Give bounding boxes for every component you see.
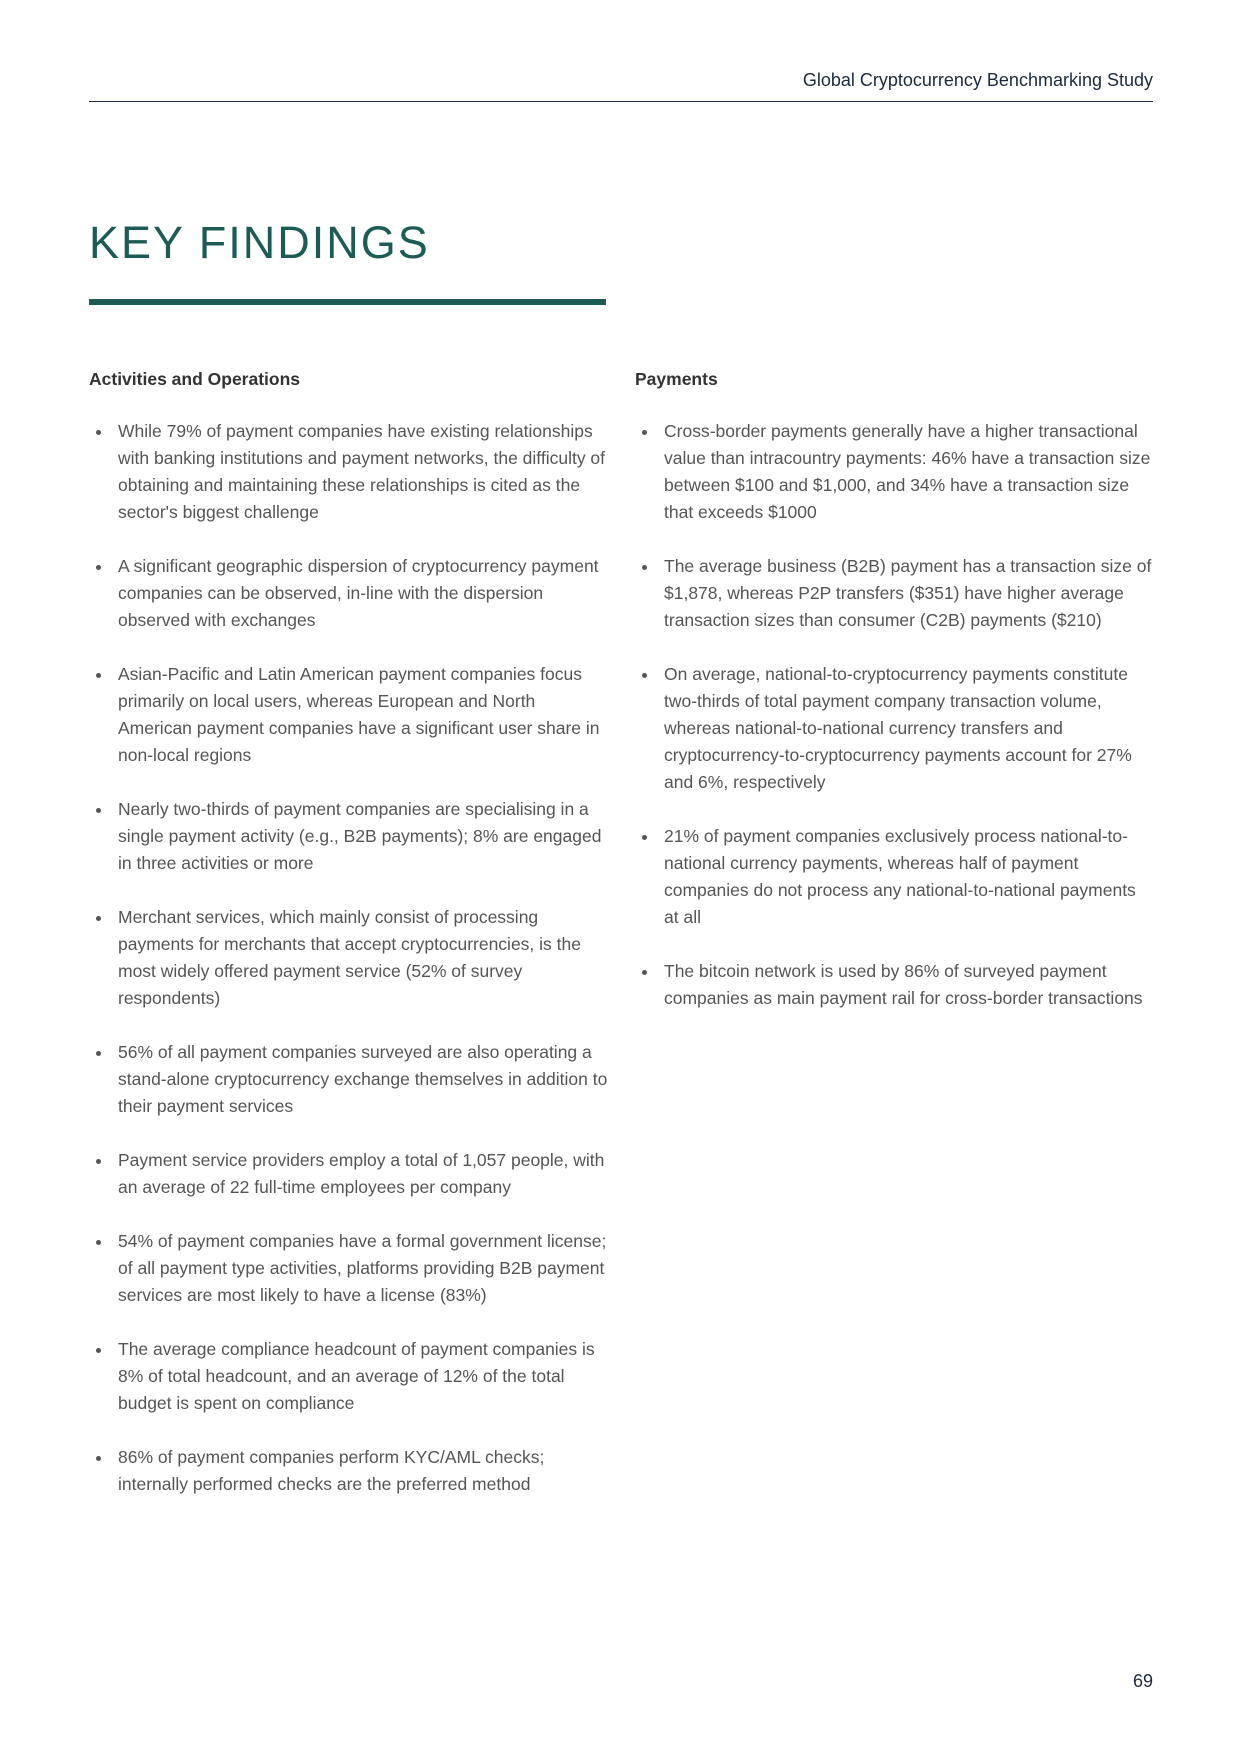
list-item-text: A significant geographic dispersion of cryptocurrency payment companies can be observed, in-line with the dispersion observed with exchanges bbox=[118, 556, 599, 630]
list-item bbox=[635, 661, 1153, 796]
activities-bullet-list bbox=[89, 418, 609, 1498]
running-header-title: Global Cryptocurrency Benchmarking Study bbox=[802, 70, 1153, 90]
list-item-text: 86% of payment companies perform KYC/AML checks; internally performed checks are the preferred method bbox=[118, 1447, 545, 1494]
bullet-icon bbox=[96, 1456, 101, 1461]
bullet-icon bbox=[96, 1348, 101, 1353]
bullet-icon bbox=[96, 916, 101, 921]
list-item-text: While 79% of payment companies have existing relationships with banking institutions and payment networks, the difficulty of obtaining and maintaining these relationships is cited as the sector's biggest challenge bbox=[118, 421, 606, 522]
title-underline-rule bbox=[89, 299, 606, 305]
bullet-icon bbox=[96, 430, 101, 435]
running-header bbox=[89, 56, 1153, 102]
list-item bbox=[89, 1228, 609, 1309]
list-item-text: Cross-border payments generally have a higher transactional value than intracountry payments: 46% have a transaction size between $100 and $1,000, and 34% have a transaction size that exceeds $1000 bbox=[664, 421, 1151, 522]
list-item-text: Merchant services, which mainly consist of processing payments for merchants that accept cryptocurrencies, is the most widely offered payment service (52% of survey respondents) bbox=[118, 907, 581, 1008]
list-item bbox=[89, 796, 609, 877]
list-item bbox=[635, 418, 1153, 526]
list-item bbox=[89, 1039, 609, 1120]
payments-column bbox=[635, 364, 1153, 1012]
list-item-text: 21% of payment companies exclusively process national-to-national currency payments, whereas half of payment companies do not process any national-to-national payments at all bbox=[664, 826, 1136, 927]
bullet-icon bbox=[96, 1240, 101, 1245]
list-item bbox=[635, 553, 1153, 634]
bullet-icon bbox=[96, 673, 101, 678]
list-item bbox=[635, 823, 1153, 931]
list-item-text: 54% of payment companies have a formal government license; of all payment type activities, platforms providing B2B payment services are most likely to have a license (83%) bbox=[118, 1231, 607, 1305]
list-item bbox=[89, 1444, 609, 1498]
bullet-icon bbox=[642, 673, 647, 678]
list-item-text: On average, national-to-cryptocurrency payments constitute two-thirds of total payment company transaction volume, whereas national-to-national currency transfers and cryptocurrency-to-cryptocurrency payments account for 27% and 6%, respectively bbox=[664, 664, 1132, 792]
page-title: KEY FINDINGS bbox=[89, 217, 430, 268]
bullet-icon bbox=[96, 1051, 101, 1056]
list-item bbox=[635, 958, 1153, 1012]
bullet-icon bbox=[642, 835, 647, 840]
activities-and-operations-column bbox=[89, 364, 609, 1498]
list-item-text: The bitcoin network is used by 86% of surveyed payment companies as main payment rail for cross-border transactions bbox=[664, 961, 1143, 1008]
activities-section-heading: Activities and Operations bbox=[89, 369, 301, 389]
bullet-icon bbox=[642, 430, 647, 435]
list-item bbox=[89, 553, 609, 634]
list-item-text: Asian-Pacific and Latin American payment companies focus primarily on local users, whereas European and North American payment companies have a significant user share in non-local regions bbox=[118, 664, 600, 765]
bullet-icon bbox=[642, 970, 647, 975]
payments-section-heading: Payments bbox=[635, 369, 718, 389]
bullet-icon bbox=[642, 565, 647, 570]
bullet-icon bbox=[96, 1159, 101, 1164]
payments-bullet-list bbox=[635, 418, 1153, 1012]
list-item-text: 56% of all payment companies surveyed are also operating a stand-alone cryptocurrency exchange themselves in addition to their payment services bbox=[118, 1042, 608, 1116]
list-item-text: The average compliance headcount of payment companies is 8% of total headcount, and an average of 12% of the total budget is spent on compliance bbox=[118, 1339, 595, 1413]
list-item-text: The average business (B2B) payment has a transaction size of $1,878, whereas P2P transfers ($351) have higher average transaction sizes than consumer (C2B) payments ($210) bbox=[664, 556, 1152, 630]
bullet-icon bbox=[96, 808, 101, 813]
list-item bbox=[89, 661, 609, 769]
list-item bbox=[89, 1336, 609, 1417]
list-item bbox=[89, 904, 609, 1012]
page-number: 69 bbox=[1132, 1671, 1153, 1691]
list-item bbox=[89, 1147, 609, 1201]
list-item-text: Payment service providers employ a total of 1,057 people, with an average of 22 full-time employees per company bbox=[118, 1150, 605, 1197]
bullet-icon bbox=[96, 565, 101, 570]
list-item bbox=[89, 418, 609, 526]
list-item-text: Nearly two-thirds of payment companies are specialising in a single payment activity (e.g., B2B payments); 8% are engaged in three activities or more bbox=[118, 799, 602, 873]
